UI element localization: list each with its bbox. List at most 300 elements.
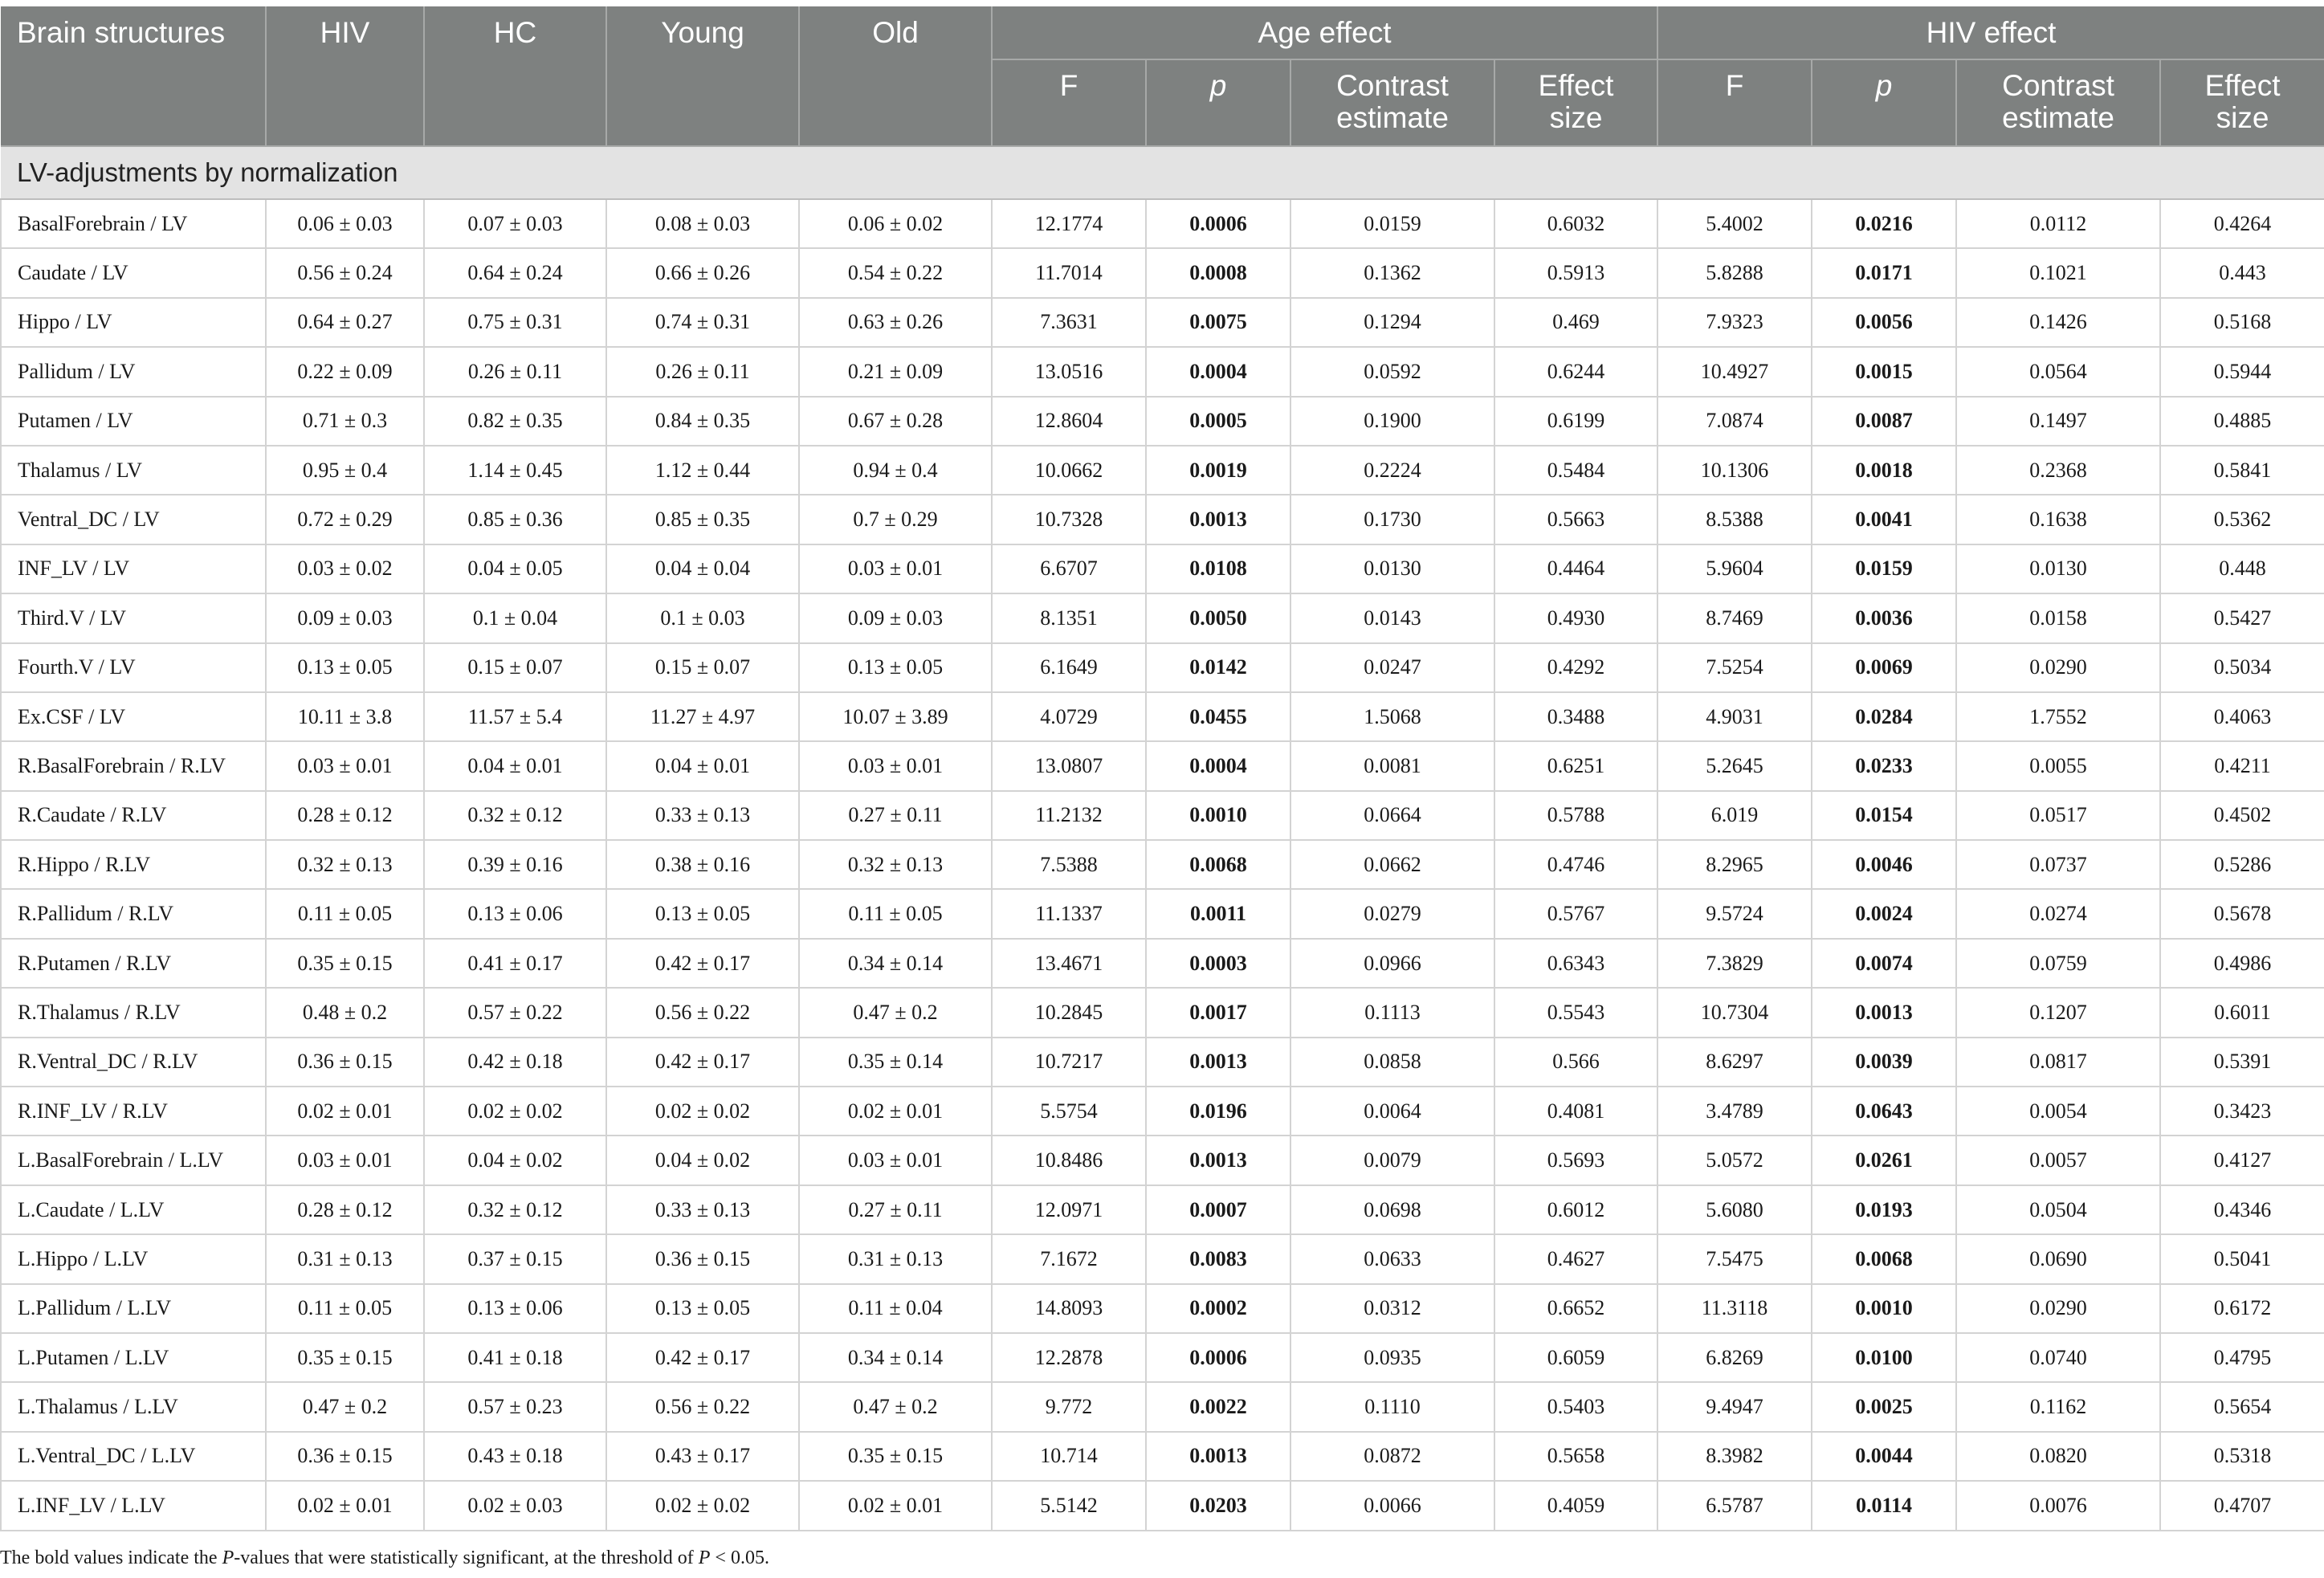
- cell-age-f: 10.7328: [992, 495, 1146, 544]
- cell-hiv: 0.71 ± 0.3: [266, 397, 424, 446]
- cell-hiv-p: 0.0025: [1812, 1382, 1956, 1431]
- cell-hiv-effect-size: 0.4264: [2160, 199, 2324, 248]
- cell-age-effect-size: 0.6244: [1494, 347, 1657, 396]
- cell-old: 0.34 ± 0.14: [799, 1333, 992, 1382]
- cell-hiv: 0.64 ± 0.27: [266, 298, 424, 347]
- cell-structure: R.Pallidum / R.LV: [1, 889, 266, 938]
- subheader-hiv-contrast-estimate: Contrast estimate: [1956, 59, 2160, 146]
- cell-hiv-effect-size: 0.4502: [2160, 791, 2324, 840]
- cell-hiv: 0.95 ± 0.4: [266, 446, 424, 495]
- cell-hiv-contrast-estimate: 0.1021: [1956, 248, 2160, 297]
- cell-young: 0.04 ± 0.01: [606, 741, 799, 790]
- cell-hiv-effect-size: 0.5841: [2160, 446, 2324, 495]
- cell-hiv-f: 6.019: [1657, 791, 1812, 840]
- cell-hiv-effect-size: 0.4211: [2160, 741, 2324, 790]
- cell-hc: 0.37 ± 0.15: [424, 1234, 606, 1283]
- cell-age-f: 12.2878: [992, 1333, 1146, 1382]
- cell-hiv-effect-size: 0.5427: [2160, 593, 2324, 642]
- cell-hiv-effect-size: 0.4986: [2160, 939, 2324, 988]
- cell-age-p: 0.0006: [1146, 199, 1290, 248]
- cell-hiv-contrast-estimate: 0.1638: [1956, 495, 2160, 544]
- cell-hiv-f: 7.5254: [1657, 643, 1812, 692]
- cell-age-p: 0.0005: [1146, 397, 1290, 446]
- cell-age-contrast-estimate: 0.1113: [1290, 988, 1494, 1037]
- cell-structure: Caudate / LV: [1, 248, 266, 297]
- subheader-age-p: p: [1146, 59, 1290, 146]
- cell-hiv-p: 0.0056: [1812, 298, 1956, 347]
- cell-young: 0.66 ± 0.26: [606, 248, 799, 297]
- col-header-hc: HC: [424, 6, 606, 146]
- cell-hc: 0.32 ± 0.12: [424, 791, 606, 840]
- section-title: LV-adjustments by normalization: [1, 146, 2324, 199]
- cell-hiv-effect-size: 0.4063: [2160, 692, 2324, 741]
- cell-age-contrast-estimate: 0.0064: [1290, 1087, 1494, 1136]
- table-row: [1, 988, 2324, 1037]
- group-header-hiv-effect: HIV effect: [1657, 6, 2324, 59]
- cell-age-f: 4.0729: [992, 692, 1146, 741]
- cell-young: 0.36 ± 0.15: [606, 1234, 799, 1283]
- cell-hc: 0.15 ± 0.07: [424, 643, 606, 692]
- cell-young: 0.26 ± 0.11: [606, 347, 799, 396]
- cell-structure: L.Caudate / L.LV: [1, 1185, 266, 1234]
- cell-young: 0.04 ± 0.02: [606, 1136, 799, 1185]
- cell-age-f: 10.714: [992, 1432, 1146, 1481]
- cell-age-p: 0.0007: [1146, 1185, 1290, 1234]
- cell-hiv: 0.11 ± 0.05: [266, 1284, 424, 1333]
- cell-structure: R.Caudate / R.LV: [1, 791, 266, 840]
- cell-structure: L.Hippo / L.LV: [1, 1234, 266, 1283]
- cell-hc: 0.32 ± 0.12: [424, 1185, 606, 1234]
- cell-hiv-f: 7.9323: [1657, 298, 1812, 347]
- cell-age-f: 7.1672: [992, 1234, 1146, 1283]
- cell-age-effect-size: 0.5693: [1494, 1136, 1657, 1185]
- cell-structure: Pallidum / LV: [1, 347, 266, 396]
- cell-age-contrast-estimate: 0.0130: [1290, 544, 1494, 593]
- cell-structure: Thalamus / LV: [1, 446, 266, 495]
- cell-old: 0.03 ± 0.01: [799, 544, 992, 593]
- cell-old: 0.32 ± 0.13: [799, 840, 992, 889]
- cell-age-effect-size: 0.4627: [1494, 1234, 1657, 1283]
- cell-hiv-f: 3.4789: [1657, 1087, 1812, 1136]
- table-header: [1, 6, 2324, 146]
- cell-hiv: 0.03 ± 0.02: [266, 544, 424, 593]
- cell-hiv: 0.32 ± 0.13: [266, 840, 424, 889]
- table-row: [1, 544, 2324, 593]
- cell-hiv: 0.35 ± 0.15: [266, 1333, 424, 1382]
- cell-age-f: 13.4671: [992, 939, 1146, 988]
- cell-hiv-contrast-estimate: 0.0564: [1956, 347, 2160, 396]
- cell-young: 0.42 ± 0.17: [606, 1038, 799, 1087]
- cell-structure: L.Thalamus / L.LV: [1, 1382, 266, 1431]
- cell-young: 0.85 ± 0.35: [606, 495, 799, 544]
- cell-age-contrast-estimate: 1.5068: [1290, 692, 1494, 741]
- cell-hiv: 0.09 ± 0.03: [266, 593, 424, 642]
- cell-hiv-p: 0.0036: [1812, 593, 1956, 642]
- cell-hiv-f: 8.6297: [1657, 1038, 1812, 1087]
- cell-hiv: 0.03 ± 0.01: [266, 1136, 424, 1185]
- cell-age-f: 10.2845: [992, 988, 1146, 1037]
- cell-hiv-p: 0.0010: [1812, 1284, 1956, 1333]
- cell-age-effect-size: 0.5663: [1494, 495, 1657, 544]
- cell-hiv-p: 0.0171: [1812, 248, 1956, 297]
- cell-age-contrast-estimate: 0.0143: [1290, 593, 1494, 642]
- cell-hiv-effect-size: 0.5678: [2160, 889, 2324, 938]
- table-row: [1, 298, 2324, 347]
- cell-hiv-p: 0.0013: [1812, 988, 1956, 1037]
- cell-hiv-p: 0.0069: [1812, 643, 1956, 692]
- cell-old: 0.03 ± 0.01: [799, 741, 992, 790]
- cell-young: 0.13 ± 0.05: [606, 1284, 799, 1333]
- cell-age-contrast-estimate: 0.0858: [1290, 1038, 1494, 1087]
- cell-hc: 0.26 ± 0.11: [424, 347, 606, 396]
- footnote: The bold values indicate the P-values that were statistically significant, at the threshold of P < 0.05.: [0, 1547, 769, 1568]
- cell-hiv-p: 0.0100: [1812, 1333, 1956, 1382]
- cell-hiv-p: 0.0114: [1812, 1481, 1956, 1530]
- cell-age-effect-size: 0.5788: [1494, 791, 1657, 840]
- cell-hc: 0.41 ± 0.17: [424, 939, 606, 988]
- cell-hiv-effect-size: 0.5286: [2160, 840, 2324, 889]
- cell-hc: 0.13 ± 0.06: [424, 1284, 606, 1333]
- cell-age-contrast-estimate: 0.0312: [1290, 1284, 1494, 1333]
- cell-hiv-contrast-estimate: 0.1162: [1956, 1382, 2160, 1431]
- cell-hiv-p: 0.0041: [1812, 495, 1956, 544]
- cell-hiv: 0.36 ± 0.15: [266, 1432, 424, 1481]
- cell-age-f: 10.0662: [992, 446, 1146, 495]
- cell-hiv-contrast-estimate: 0.0517: [1956, 791, 2160, 840]
- cell-age-contrast-estimate: 0.0872: [1290, 1432, 1494, 1481]
- cell-age-contrast-estimate: 0.0698: [1290, 1185, 1494, 1234]
- cell-hiv-contrast-estimate: 0.1497: [1956, 397, 2160, 446]
- cell-hc: 0.57 ± 0.23: [424, 1382, 606, 1431]
- cell-age-contrast-estimate: 0.0664: [1290, 791, 1494, 840]
- table-row: [1, 840, 2324, 889]
- cell-young: 0.1 ± 0.03: [606, 593, 799, 642]
- cell-hiv-f: 5.4002: [1657, 199, 1812, 248]
- table-row: [1, 692, 2324, 741]
- cell-old: 0.02 ± 0.01: [799, 1481, 992, 1530]
- cell-age-effect-size: 0.6652: [1494, 1284, 1657, 1333]
- cell-hiv-contrast-estimate: 0.0740: [1956, 1333, 2160, 1382]
- cell-hc: 0.02 ± 0.03: [424, 1481, 606, 1530]
- cell-hiv: 0.06 ± 0.03: [266, 199, 424, 248]
- cell-old: 0.47 ± 0.2: [799, 1382, 992, 1431]
- cell-old: 0.06 ± 0.02: [799, 199, 992, 248]
- cell-age-effect-size: 0.4746: [1494, 840, 1657, 889]
- cell-age-f: 10.7217: [992, 1038, 1146, 1087]
- cell-age-p: 0.0142: [1146, 643, 1290, 692]
- cell-age-p: 0.0013: [1146, 1038, 1290, 1087]
- table-row: [1, 1234, 2324, 1283]
- cell-age-p: 0.0050: [1146, 593, 1290, 642]
- cell-young: 0.74 ± 0.31: [606, 298, 799, 347]
- cell-age-p: 0.0008: [1146, 248, 1290, 297]
- cell-age-effect-size: 0.6199: [1494, 397, 1657, 446]
- cell-structure: Ventral_DC / LV: [1, 495, 266, 544]
- cell-age-p: 0.0203: [1146, 1481, 1290, 1530]
- cell-hiv: 0.11 ± 0.05: [266, 889, 424, 938]
- cell-age-p: 0.0068: [1146, 840, 1290, 889]
- cell-age-contrast-estimate: 0.1900: [1290, 397, 1494, 446]
- cell-hiv-contrast-estimate: 0.0274: [1956, 889, 2160, 938]
- results-table: [0, 6, 2324, 1531]
- cell-age-effect-size: 0.3488: [1494, 692, 1657, 741]
- cell-hiv-effect-size: 0.5391: [2160, 1038, 2324, 1087]
- cell-young: 0.42 ± 0.17: [606, 1333, 799, 1382]
- cell-old: 0.13 ± 0.05: [799, 643, 992, 692]
- cell-age-f: 12.0971: [992, 1185, 1146, 1234]
- table-row: [1, 248, 2324, 297]
- cell-young: 0.42 ± 0.17: [606, 939, 799, 988]
- cell-age-f: 5.5142: [992, 1481, 1146, 1530]
- cell-age-contrast-estimate: 0.0247: [1290, 643, 1494, 692]
- cell-hiv-f: 5.8288: [1657, 248, 1812, 297]
- cell-age-contrast-estimate: 0.1730: [1290, 495, 1494, 544]
- cell-old: 0.31 ± 0.13: [799, 1234, 992, 1283]
- cell-age-effect-size: 0.6343: [1494, 939, 1657, 988]
- cell-hc: 0.07 ± 0.03: [424, 199, 606, 248]
- cell-age-contrast-estimate: 0.0935: [1290, 1333, 1494, 1382]
- cell-age-f: 8.1351: [992, 593, 1146, 642]
- cell-age-p: 0.0017: [1146, 988, 1290, 1037]
- cell-hiv-contrast-estimate: 0.1207: [1956, 988, 2160, 1037]
- cell-age-f: 6.6707: [992, 544, 1146, 593]
- cell-young: 0.02 ± 0.02: [606, 1087, 799, 1136]
- cell-young: 0.56 ± 0.22: [606, 988, 799, 1037]
- cell-hiv-effect-size: 0.5362: [2160, 495, 2324, 544]
- table-row: [1, 741, 2324, 790]
- cell-age-effect-size: 0.4464: [1494, 544, 1657, 593]
- cell-hiv-effect-size: 0.4795: [2160, 1333, 2324, 1382]
- cell-hiv-p: 0.0154: [1812, 791, 1956, 840]
- cell-young: 1.12 ± 0.44: [606, 446, 799, 495]
- table-row: [1, 199, 2324, 248]
- cell-hiv-f: 4.9031: [1657, 692, 1812, 741]
- cell-hiv-p: 0.0284: [1812, 692, 1956, 741]
- cell-hc: 11.57 ± 5.4: [424, 692, 606, 741]
- cell-hiv: 0.35 ± 0.15: [266, 939, 424, 988]
- cell-hiv-f: 5.9604: [1657, 544, 1812, 593]
- cell-old: 0.03 ± 0.01: [799, 1136, 992, 1185]
- cell-hiv-effect-size: 0.448: [2160, 544, 2324, 593]
- cell-hiv-f: 11.3118: [1657, 1284, 1812, 1333]
- cell-old: 0.35 ± 0.15: [799, 1432, 992, 1481]
- cell-age-f: 11.2132: [992, 791, 1146, 840]
- cell-old: 0.67 ± 0.28: [799, 397, 992, 446]
- cell-hiv-f: 8.5388: [1657, 495, 1812, 544]
- cell-young: 0.33 ± 0.13: [606, 791, 799, 840]
- table-row: [1, 446, 2324, 495]
- table-row: [1, 1333, 2324, 1382]
- cell-hiv-contrast-estimate: 0.0737: [1956, 840, 2160, 889]
- cell-hiv-contrast-estimate: 0.0504: [1956, 1185, 2160, 1234]
- cell-old: 0.21 ± 0.09: [799, 347, 992, 396]
- cell-hiv-contrast-estimate: 0.0759: [1956, 939, 2160, 988]
- col-header-old: Old: [799, 6, 992, 146]
- cell-hiv-contrast-estimate: 0.0690: [1956, 1234, 2160, 1283]
- cell-age-effect-size: 0.6251: [1494, 741, 1657, 790]
- cell-young: 0.38 ± 0.16: [606, 840, 799, 889]
- cell-age-f: 14.8093: [992, 1284, 1146, 1333]
- cell-hiv-f: 5.2645: [1657, 741, 1812, 790]
- cell-hiv-p: 0.0044: [1812, 1432, 1956, 1481]
- cell-hc: 0.04 ± 0.05: [424, 544, 606, 593]
- cell-structure: Putamen / LV: [1, 397, 266, 446]
- cell-hiv-p: 0.0087: [1812, 397, 1956, 446]
- cell-age-contrast-estimate: 0.0662: [1290, 840, 1494, 889]
- subheader-age-f: F: [992, 59, 1146, 146]
- table-row: [1, 1038, 2324, 1087]
- cell-age-contrast-estimate: 0.0079: [1290, 1136, 1494, 1185]
- cell-age-effect-size: 0.5913: [1494, 248, 1657, 297]
- cell-old: 0.63 ± 0.26: [799, 298, 992, 347]
- cell-hc: 0.42 ± 0.18: [424, 1038, 606, 1087]
- cell-age-effect-size: 0.5484: [1494, 446, 1657, 495]
- cell-hiv: 0.31 ± 0.13: [266, 1234, 424, 1283]
- cell-age-contrast-estimate: 0.0592: [1290, 347, 1494, 396]
- cell-hiv-p: 0.0261: [1812, 1136, 1956, 1185]
- cell-age-f: 7.5388: [992, 840, 1146, 889]
- cell-age-f: 13.0807: [992, 741, 1146, 790]
- cell-hiv: 0.22 ± 0.09: [266, 347, 424, 396]
- cell-age-contrast-estimate: 0.0966: [1290, 939, 1494, 988]
- cell-hiv-contrast-estimate: 0.0820: [1956, 1432, 2160, 1481]
- cell-hiv-contrast-estimate: 0.0158: [1956, 593, 2160, 642]
- cell-hiv-p: 0.0039: [1812, 1038, 1956, 1087]
- cell-age-f: 9.772: [992, 1382, 1146, 1431]
- cell-hiv-p: 0.0643: [1812, 1087, 1956, 1136]
- cell-structure: R.Putamen / R.LV: [1, 939, 266, 988]
- table-row: [1, 347, 2324, 396]
- cell-age-p: 0.0455: [1146, 692, 1290, 741]
- cell-old: 0.35 ± 0.14: [799, 1038, 992, 1087]
- cell-young: 0.84 ± 0.35: [606, 397, 799, 446]
- cell-age-f: 12.8604: [992, 397, 1146, 446]
- cell-hc: 0.1 ± 0.04: [424, 593, 606, 642]
- cell-hiv-effect-size: 0.4346: [2160, 1185, 2324, 1234]
- cell-hc: 0.64 ± 0.24: [424, 248, 606, 297]
- cell-hiv-f: 8.7469: [1657, 593, 1812, 642]
- cell-structure: Hippo / LV: [1, 298, 266, 347]
- cell-age-f: 11.7014: [992, 248, 1146, 297]
- cell-hiv: 0.02 ± 0.01: [266, 1087, 424, 1136]
- cell-hiv-p: 0.0193: [1812, 1185, 1956, 1234]
- cell-hiv-contrast-estimate: 0.0057: [1956, 1136, 2160, 1185]
- cell-hiv-effect-size: 0.5041: [2160, 1234, 2324, 1283]
- cell-hc: 0.85 ± 0.36: [424, 495, 606, 544]
- cell-age-effect-size: 0.6059: [1494, 1333, 1657, 1382]
- cell-age-effect-size: 0.5658: [1494, 1432, 1657, 1481]
- cell-old: 10.07 ± 3.89: [799, 692, 992, 741]
- cell-hiv-contrast-estimate: 0.0112: [1956, 199, 2160, 248]
- cell-structure: INF_LV / LV: [1, 544, 266, 593]
- cell-old: 0.94 ± 0.4: [799, 446, 992, 495]
- cell-hc: 0.13 ± 0.06: [424, 889, 606, 938]
- cell-old: 0.27 ± 0.11: [799, 791, 992, 840]
- cell-age-p: 0.0011: [1146, 889, 1290, 938]
- table-row: [1, 1432, 2324, 1481]
- cell-hiv-effect-size: 0.3423: [2160, 1087, 2324, 1136]
- cell-age-p: 0.0013: [1146, 495, 1290, 544]
- cell-hiv-p: 0.0233: [1812, 741, 1956, 790]
- cell-structure: R.Ventral_DC / R.LV: [1, 1038, 266, 1087]
- cell-age-contrast-estimate: 0.0633: [1290, 1234, 1494, 1283]
- cell-structure: L.Pallidum / L.LV: [1, 1284, 266, 1333]
- cell-hiv-f: 8.3982: [1657, 1432, 1812, 1481]
- cell-hiv-p: 0.0024: [1812, 889, 1956, 938]
- cell-age-effect-size: 0.4059: [1494, 1481, 1657, 1530]
- cell-hiv: 10.11 ± 3.8: [266, 692, 424, 741]
- cell-age-f: 10.8486: [992, 1136, 1146, 1185]
- cell-hiv-effect-size: 0.5944: [2160, 347, 2324, 396]
- cell-hc: 0.02 ± 0.02: [424, 1087, 606, 1136]
- table-row: [1, 495, 2324, 544]
- table-body: [1, 146, 2324, 1531]
- cell-age-p: 0.0004: [1146, 741, 1290, 790]
- cell-young: 0.04 ± 0.04: [606, 544, 799, 593]
- cell-structure: L.BasalForebrain / L.LV: [1, 1136, 266, 1185]
- cell-age-contrast-estimate: 0.1294: [1290, 298, 1494, 347]
- table-row: [1, 889, 2324, 938]
- cell-young: 0.02 ± 0.02: [606, 1481, 799, 1530]
- subheader-age-effect-size: Effect size: [1494, 59, 1657, 146]
- cell-age-contrast-estimate: 0.1362: [1290, 248, 1494, 297]
- cell-age-p: 0.0196: [1146, 1087, 1290, 1136]
- section-row: [1, 146, 2324, 199]
- cell-hiv-effect-size: 0.6172: [2160, 1284, 2324, 1333]
- table-row: [1, 643, 2324, 692]
- cell-age-effect-size: 0.5403: [1494, 1382, 1657, 1431]
- cell-structure: L.INF_LV / L.LV: [1, 1481, 266, 1530]
- col-header-brain-structures: Brain structures: [1, 6, 266, 146]
- cell-hiv-effect-size: 0.443: [2160, 248, 2324, 297]
- cell-structure: BasalForebrain / LV: [1, 199, 266, 248]
- cell-structure: L.Putamen / L.LV: [1, 1333, 266, 1382]
- table-row: [1, 1284, 2324, 1333]
- cell-age-f: 13.0516: [992, 347, 1146, 396]
- cell-young: 0.08 ± 0.03: [606, 199, 799, 248]
- cell-structure: L.Ventral_DC / L.LV: [1, 1432, 266, 1481]
- cell-age-f: 7.3631: [992, 298, 1146, 347]
- cell-hiv-p: 0.0015: [1812, 347, 1956, 396]
- cell-hiv-effect-size: 0.5318: [2160, 1432, 2324, 1481]
- cell-hiv: 0.36 ± 0.15: [266, 1038, 424, 1087]
- cell-hiv: 0.72 ± 0.29: [266, 495, 424, 544]
- cell-age-p: 0.0013: [1146, 1432, 1290, 1481]
- subheader-hiv-effect-size: Effect size: [2160, 59, 2324, 146]
- cell-structure: Ex.CSF / LV: [1, 692, 266, 741]
- cell-age-p: 0.0004: [1146, 347, 1290, 396]
- cell-age-f: 6.1649: [992, 643, 1146, 692]
- cell-hiv-f: 10.7304: [1657, 988, 1812, 1037]
- cell-age-p: 0.0022: [1146, 1382, 1290, 1431]
- cell-structure: R.Thalamus / R.LV: [1, 988, 266, 1037]
- cell-hiv-f: 7.5475: [1657, 1234, 1812, 1283]
- cell-age-effect-size: 0.4930: [1494, 593, 1657, 642]
- cell-hiv-f: 10.4927: [1657, 347, 1812, 396]
- cell-hiv: 0.03 ± 0.01: [266, 741, 424, 790]
- cell-old: 0.11 ± 0.04: [799, 1284, 992, 1333]
- cell-hiv: 0.13 ± 0.05: [266, 643, 424, 692]
- table-row: [1, 397, 2324, 446]
- col-header-hiv: HIV: [266, 6, 424, 146]
- cell-hiv-p: 0.0068: [1812, 1234, 1956, 1283]
- cell-hiv-p: 0.0216: [1812, 199, 1956, 248]
- cell-age-p: 0.0003: [1146, 939, 1290, 988]
- cell-old: 0.34 ± 0.14: [799, 939, 992, 988]
- cell-hiv-contrast-estimate: 0.0290: [1956, 1284, 2160, 1333]
- cell-hc: 0.04 ± 0.02: [424, 1136, 606, 1185]
- cell-hiv: 0.02 ± 0.01: [266, 1481, 424, 1530]
